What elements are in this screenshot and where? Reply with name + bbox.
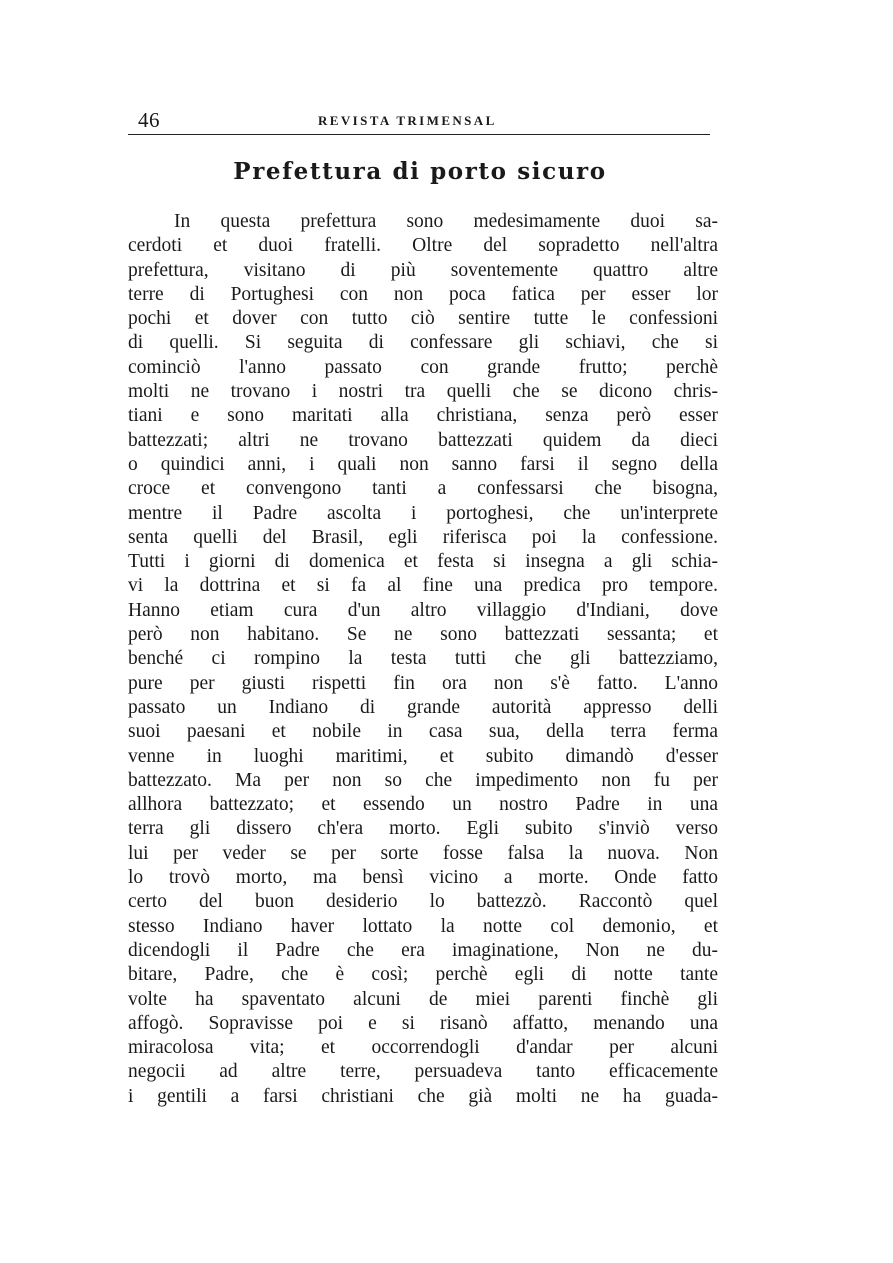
text-line: però non habitano. Se ne sono battezzati sessanta; et (128, 624, 718, 646)
text-line: o quindici anni, i quali non sanno farsi il segno della (128, 453, 718, 475)
text-line: venne in luoghi maritimi, et subito dimandò d'esser (128, 745, 718, 767)
text-line: pure per giusti rispetti fin ora non s'è fatto. L'anno (128, 672, 718, 694)
text-line: terra gli dissero ch'era morto. Egli subito s'inviò verso (128, 818, 718, 840)
header-rule (128, 134, 710, 135)
text-line: battezzato. Ma per non so che impedimento non fu per (128, 769, 718, 791)
text-line: terre di Portughesi con non poca fatica per esser lor (128, 283, 718, 305)
running-head (128, 104, 710, 134)
text-line: Tutti i giorni di domenica et festa si insegna a gli schia- (128, 551, 718, 573)
text-line: croce et convengono tanti a confessarsi che bisogna, (128, 478, 718, 500)
text-line: mentre il Padre ascolta i portoghesi, che un'interprete (128, 502, 718, 524)
text-line: cominciò l'anno passato con grande frutto; perchè (128, 356, 718, 378)
text-line: senta quelli del Brasil, egli riferisca poi la confessione. (128, 526, 718, 548)
text-line: prefettura, visitano di più soventemente quattro altre (128, 259, 718, 281)
journal-title: REVISTA TRIMENSAL (318, 113, 497, 128)
text-line: cerdoti et duoi fratelli. Oltre del sopradetto nell'altra (128, 235, 718, 257)
text-line: tiani e sono maritati alla christiana, senza però esser (128, 405, 718, 427)
text-line: certo del buon desiderio lo battezzò. Raccontò quel (128, 891, 718, 913)
text-line: stesso Indiano haver lottato la notte col demonio, et (128, 915, 718, 937)
text-line: volte ha spaventato alcuni de miei parenti finchè gli (128, 988, 718, 1010)
text-line: i gentili a farsi christiani che già molti ne ha guada- (128, 1085, 718, 1107)
page-number: 46 (138, 108, 160, 132)
text-line: miracolosa vita; et occorrendogli d'andar per alcuni (128, 1037, 718, 1059)
text-line: benché ci rompino la testa tutti che gli battezziamo, (128, 648, 718, 670)
text-line: affogò. Sopravisse poi e si risanò affatto, menando una (128, 1012, 718, 1034)
text-line: negocii ad altre terre, persuadeva tanto efficacemente (128, 1061, 718, 1083)
text-line: bitare, Padre, che è così; perchè egli di notte tante (128, 964, 718, 986)
text-line: lui per veder se per sorte fosse falsa la nuova. Non (128, 842, 718, 864)
section-title: Prefettura di porto sicuro (233, 158, 607, 185)
text-line: lo trovò morto, ma bensì vicino a morte. Onde fatto (128, 867, 718, 889)
text-line: allhora battezzato; et essendo un nostro Padre in una (128, 794, 718, 816)
text-line: vi la dottrina et si fa al fine una predica pro tempore. (128, 575, 718, 597)
text-line: passato un Indiano di grande autorità appresso delli (128, 696, 718, 718)
text-line: di quelli. Si seguita di confessare gli schiavi, che si (128, 332, 718, 354)
text-line: battezzati; altri ne trovano battezzati quidem da dieci (128, 429, 718, 451)
text-line: molti ne trovano i nostri tra quelli che se dicono chris- (128, 381, 718, 403)
text-line: suoi paesani et nobile in casa sua, della terra ferma (128, 721, 718, 743)
text-line: dicendogli il Padre che era imaginatione, Non ne du- (128, 939, 718, 961)
text-line: Hanno etiam cura d'un altro villaggio d'Indiani, dove (128, 599, 718, 621)
body-text (128, 210, 718, 1109)
text-line: In questa prefettura sono medesimamente duoi sa- (174, 211, 718, 232)
text-line: pochi et dover con tutto ciò sentire tutte le confessioni (128, 308, 718, 330)
